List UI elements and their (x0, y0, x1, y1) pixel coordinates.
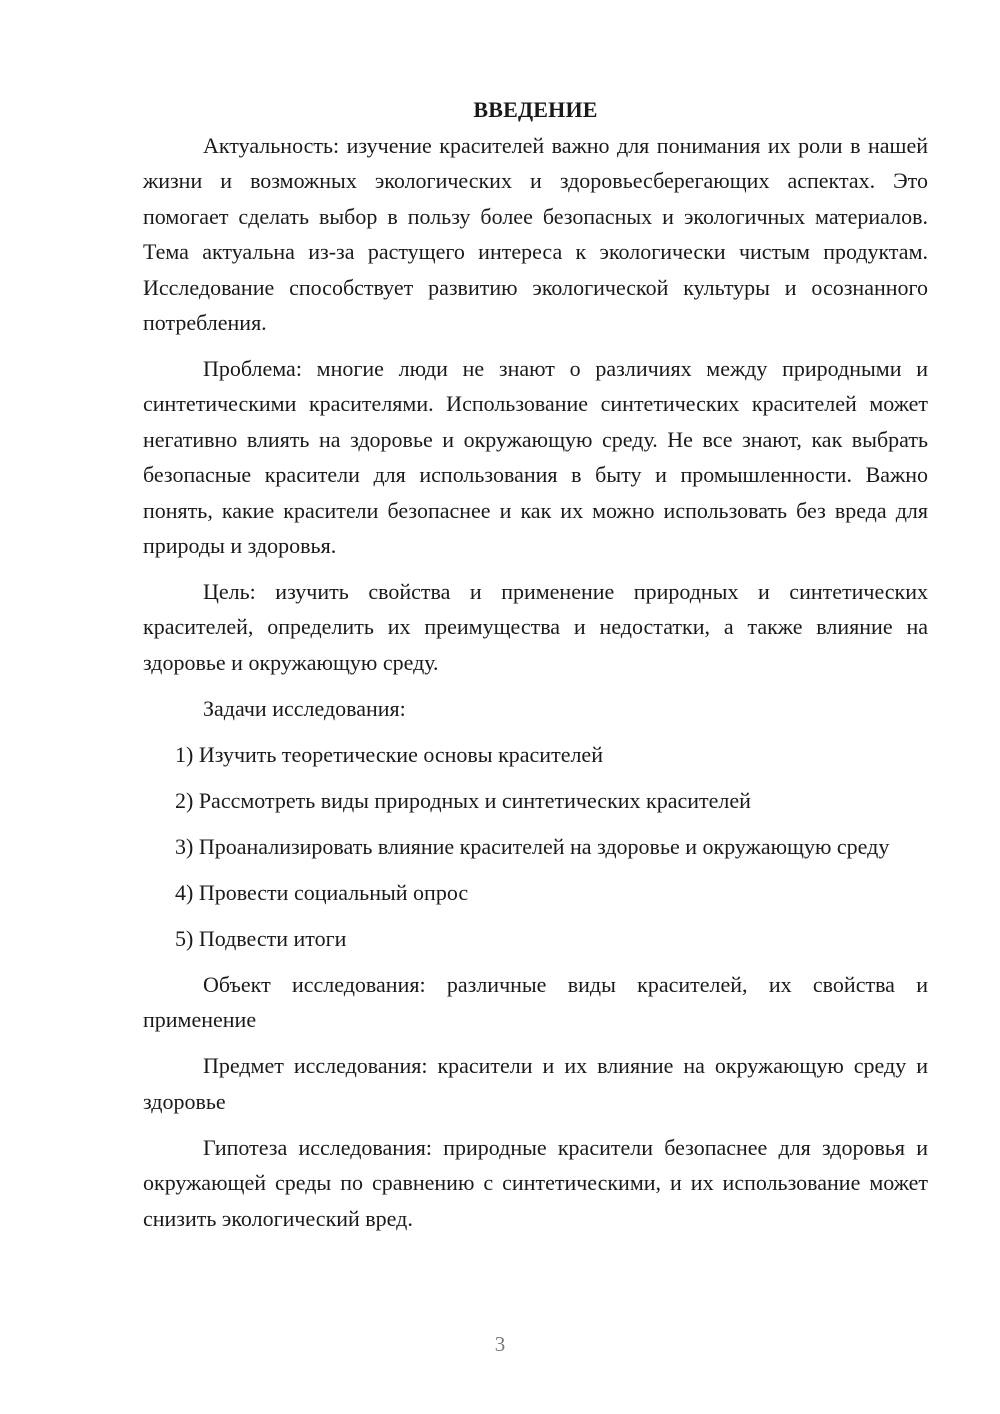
page-title: ВВЕДЕНИЕ (473, 97, 598, 122)
task-item: 3) Проанализировать влияние красителей на здоровье и окружающую среду (175, 833, 890, 859)
problem-paragraph: Проблема: многие люди не знают о различиях между природными и синтетическими красителями. Использование синтетических красителей может негативно влиять на здоровье и окружающую среду. Не все знают, как выбрать безопасные красители для использования в быту и промышленности. Важно понять, какие красители безопаснее и как их можно использовать без вреда для природы и здоровья. (143, 356, 928, 559)
task-item: 1) Изучить теоретические основы красителей (175, 741, 603, 767)
relevance-paragraph: Актуальность: изучение красителей важно для понимания их роли в нашей жизни и возможных экологических и здоровьесберегающих аспектах. Это помогает сделать выбор в пользу более безопасных и экологичных материалов. Тема актуальна из-за растущего интереса к экологически чистым продуктам. Исследование способствует развитию экологической культуры и осознанного потребления. (143, 133, 928, 336)
subject-paragraph: Предмет исследования: красители и их влияние на окружающую среду и здоровье (143, 1053, 928, 1114)
task-item: 5) Подвести итоги (175, 925, 347, 951)
object-paragraph: Объект исследования: различные виды красителей, их свойства и применение (143, 971, 928, 1033)
tasks-heading: Задачи исследования: (203, 695, 406, 721)
hypothesis-paragraph: Гипотеза исследования: природные красители безопаснее для здоровья и окружающей среды по сравнению с синтетическими, и их использование может снизить экологический вред. (143, 1134, 928, 1231)
goal-paragraph: Цель: изучить свойства и применение природных и синтетических красителей, определить их преимущества и недостатки, а также влияние на здоровье и окружающую среду. (143, 579, 928, 675)
page-number: 3 (494, 1332, 506, 1356)
page-content (143, 92, 928, 1247)
task-item: 4) Провести социальный опрос (175, 879, 469, 905)
task-item: 2) Рассмотреть виды природных и синтетических красителей (175, 787, 751, 813)
